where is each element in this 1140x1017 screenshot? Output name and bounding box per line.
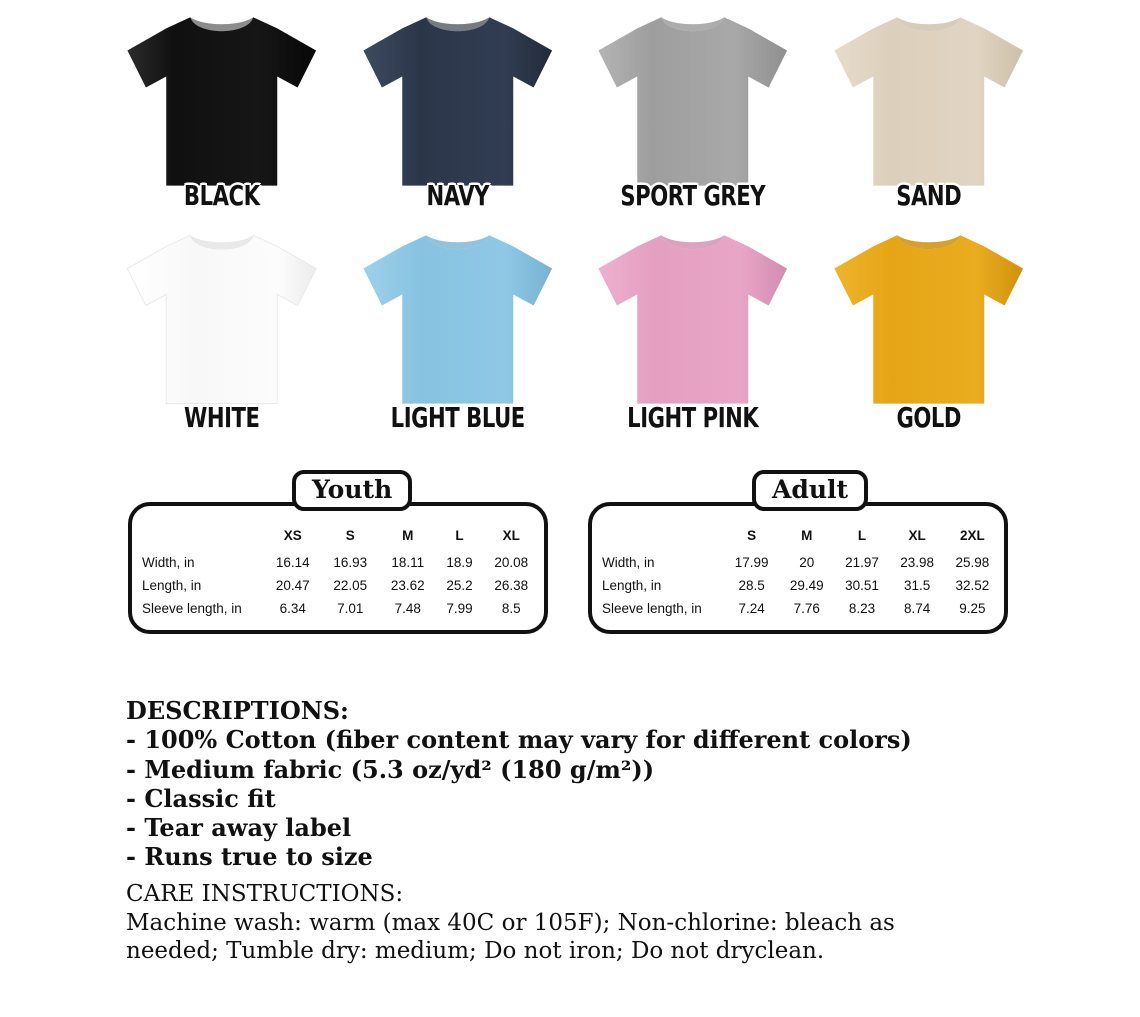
color-swatch-light-blue[interactable] [346, 226, 570, 436]
table-row [600, 574, 1000, 597]
col-header-s: S [747, 528, 757, 543]
tshirt-icon [581, 226, 805, 411]
table-row [140, 551, 540, 574]
col-header-xs: XS [283, 528, 302, 543]
descriptions-section [126, 696, 1026, 872]
tshirt-icon [346, 8, 570, 193]
list-item: - Tear away label [126, 813, 352, 843]
descriptions-heading: DESCRIPTIONS: [126, 696, 349, 725]
tshirt-icon [346, 226, 570, 411]
cell-value: 8.74 [904, 601, 931, 616]
col-header-s: S [345, 528, 355, 543]
cell-value: 7.99 [446, 601, 473, 616]
color-swatch-gold[interactable] [817, 226, 1041, 436]
list-item: - Medium fabric (5.3 oz/yd² (180 g/m²)) [126, 754, 655, 784]
cell-value: 9.25 [959, 601, 986, 616]
color-label: WHITE [183, 403, 260, 434]
tshirt-icon [817, 226, 1041, 411]
adult-size-table [600, 524, 1000, 620]
care-instructions-section [126, 880, 1006, 966]
col-header-blank [140, 524, 264, 551]
col-header-2xl: 2XL [959, 528, 985, 543]
list-item: - Classic fit [126, 783, 276, 813]
cell-value: 8.5 [501, 601, 521, 616]
cell-value: 31.5 [904, 578, 931, 593]
col-header-m: M [402, 528, 414, 543]
col-header-blank [600, 524, 724, 551]
cell-value: 20.08 [494, 555, 529, 570]
cell-value: 21.97 [845, 555, 879, 570]
row-label-sleeve: Sleeve length, in [602, 601, 702, 616]
tshirt-icon [110, 226, 334, 411]
cell-value: 18.9 [446, 555, 473, 570]
size-charts [0, 468, 1140, 678]
color-swatch-sand[interactable] [817, 8, 1041, 218]
cell-value: 25.2 [446, 578, 473, 593]
color-label: BLACK [183, 181, 260, 212]
tshirt-icon [581, 8, 805, 193]
color-swatch-light-pink[interactable] [581, 226, 805, 436]
cell-value: 20.47 [275, 578, 310, 593]
col-header-l: L [455, 528, 464, 543]
cell-value: 29.49 [789, 578, 824, 593]
cell-value: 25.98 [955, 555, 990, 570]
care-line-2: needed; Tumble dry: medium; Do not iron; Do not dryclean. [126, 938, 825, 965]
table-row [140, 574, 540, 597]
color-swatch-black[interactable] [110, 8, 334, 218]
col-header-xl: XL [908, 528, 926, 543]
cell-value: 7.76 [793, 601, 820, 616]
row-label-sleeve: Sleeve length, in [142, 601, 242, 616]
tshirt-icon [817, 8, 1041, 193]
list-item: - Runs true to size [126, 842, 373, 872]
color-label: LIGHT BLUE [390, 403, 525, 434]
descriptions-list [126, 725, 1026, 871]
color-swatch-navy[interactable] [346, 8, 570, 218]
table-row [140, 597, 540, 620]
cell-value: 32.52 [955, 578, 990, 593]
care-heading: CARE INSTRUCTIONS: [126, 881, 404, 907]
cell-value: 23.98 [900, 555, 935, 570]
table-header-row [140, 524, 540, 551]
row-label-width: Width, in [142, 555, 195, 570]
cell-value: 6.34 [279, 601, 306, 616]
cell-value: 8.23 [848, 601, 876, 616]
cell-value: 7.24 [738, 601, 765, 616]
cell-value: 16.14 [275, 555, 310, 570]
youth-chart-title: Youth [292, 470, 412, 511]
col-header-l: L [857, 528, 867, 543]
cell-value: 26.38 [494, 578, 529, 593]
adult-chart-title: Adult [752, 470, 868, 511]
color-label: GOLD [895, 403, 961, 434]
color-label: SAND [895, 181, 961, 212]
youth-size-table [140, 524, 540, 620]
cell-value: 17.99 [734, 555, 769, 570]
cell-value: 20 [799, 555, 815, 570]
cell-value: 16.93 [333, 555, 368, 570]
color-swatch-white[interactable] [110, 226, 334, 436]
col-header-m: M [801, 528, 813, 543]
row-label-length: Length, in [142, 578, 202, 593]
cell-value: 30.51 [845, 578, 879, 593]
row-label-width: Width, in [602, 555, 655, 570]
tshirt-icon [110, 8, 334, 193]
table-header-row [600, 524, 1000, 551]
cell-value: 22.05 [333, 578, 368, 593]
care-line-1: Machine wash: warm (max 40C or 105F); Non-chlorine: bleach as [126, 909, 895, 936]
color-label: NAVY [425, 181, 489, 212]
color-swatch-grid [110, 8, 1040, 436]
cell-value: 18.11 [391, 555, 425, 570]
list-item: - 100% Cotton (fiber content may vary for different colors) [126, 725, 912, 755]
table-row [600, 551, 1000, 574]
cell-value: 7.48 [394, 601, 421, 616]
color-label: LIGHT PINK [627, 403, 759, 434]
row-label-length: Length, in [602, 578, 662, 593]
color-swatch-sport-grey[interactable] [581, 8, 805, 218]
cell-value: 23.62 [390, 578, 425, 593]
col-header-xl: XL [502, 528, 520, 543]
cell-value: 7.01 [337, 601, 364, 616]
color-label: SPORT GREY [620, 181, 766, 212]
cell-value: 28.5 [738, 578, 765, 593]
table-row [600, 597, 1000, 620]
